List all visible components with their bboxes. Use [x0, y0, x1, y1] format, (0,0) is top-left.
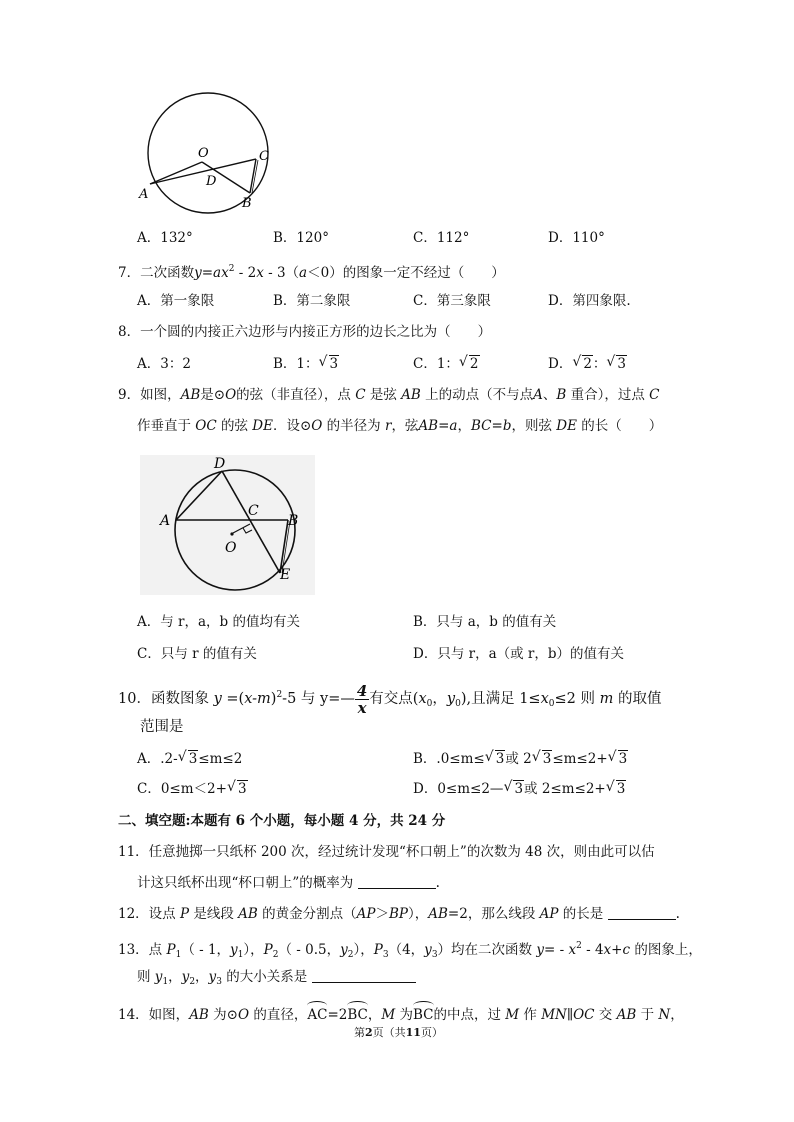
- q7-option-b: B．第二象限: [273, 293, 351, 309]
- label-o2: O: [225, 540, 237, 556]
- q10-stem-line2: 范围是: [140, 719, 184, 735]
- figure-circle-2: [140, 455, 315, 595]
- label-o: O: [198, 146, 209, 161]
- arc-bc: BC: [347, 1007, 368, 1023]
- q8-option-b: B．1：√ 3: [273, 355, 339, 373]
- label-a: A: [139, 187, 149, 202]
- q10-option-c: C．0≤m＜2+√ 3: [137, 780, 248, 798]
- q7-option-d: D．第四象限.: [548, 293, 631, 309]
- label-c2: C: [248, 503, 259, 519]
- page-footer: 第2页（共11页）: [354, 1026, 443, 1039]
- arc-bc-2: BC: [412, 1007, 434, 1023]
- q9-stem-line2: 作垂直于 OC 的弦 DE．设⊙O 的半径为 r，弦AB=a，BC=b，则弦 DE 的长（ ）: [137, 418, 663, 434]
- label-b2: B: [288, 513, 299, 529]
- q8-option-c: C．1：√ 2: [413, 355, 480, 373]
- q6-option-d: D．110°: [548, 230, 605, 246]
- q11-line1: 11．任意抛掷一只纸杯 200 次，经过统计发现“杯口朝上”的次数为 48 次，则由此可以估: [118, 844, 655, 860]
- q9-stem-line1: 9．如图，AB是⊙O的弦（非直径），点 C 是弦 AB 上的动点（不与点A、B 重合），过点 C: [118, 387, 660, 403]
- q10-option-d: D．0≤m≤2—√ 3或 2≤m≤2+√ 3: [413, 780, 626, 798]
- q10-option-a: A．.2-√ 3≤m≤2: [137, 750, 242, 768]
- arc-ac: AC: [307, 1007, 328, 1023]
- q13-stem-line2: 则 $y_1$，$y_2$，$y_3$ 的大小关系是: [137, 968, 416, 991]
- q9-option-d: D．只与 r，a（或 r，b）的值有关: [413, 646, 625, 662]
- q7-option-c: C．第三象限: [413, 293, 491, 309]
- label-e2: E: [280, 567, 291, 583]
- q12-answer-blank[interactable]: [608, 907, 676, 920]
- q12-stem: 12．设点 P 是线段 AB 的黄金分割点（AP＞BP），AB=2，那么线段 AP 的长是 .: [118, 906, 680, 922]
- q7-stem: 7．二次函数$y=ax^2 - 2x - 3(a<0)$的图象一定不经过（ ）: [118, 264, 505, 281]
- q6-option-c: C．112°: [413, 230, 470, 246]
- label-b: B: [242, 196, 252, 211]
- label-c: C: [259, 149, 269, 164]
- section-2-title: 二、填空题:本题有 6 个小题，每小题 4 分，共 24 分: [118, 813, 446, 829]
- q14-stem: 14．如图，AB 为⊙O 的直径，AC=2BC，M 为BC的中点，过 M 作 MN∥OC 交 AB 于 N，: [118, 1007, 684, 1023]
- label-d2: D: [214, 456, 226, 472]
- q10-option-b: B．.0≤m≤√ 3或 2√ 3≤m≤2+√ 3: [413, 750, 628, 768]
- q6-option-b: B．120°: [273, 230, 329, 246]
- q10-fraction: $\frac{4}{x}$: [356, 681, 368, 717]
- q7-option-a: A．第一象限: [137, 293, 215, 309]
- q8-option-d: D．√ 2：√ 3: [548, 355, 627, 373]
- q9-option-a: A．与 r，a，b 的值均有关: [137, 614, 300, 630]
- label-a2: A: [160, 513, 171, 529]
- q10-stem-line1: 10．函数图象 $y =(x-m)^2-5$ 与 y=— $\frac{4}{x}$ 有交点($x_0$，$y_0$),且满足 $1\le x_0\le 2$ 则 m 的取值: [118, 681, 662, 717]
- q9-option-b: B．只与 a，b 的值有关: [413, 614, 557, 630]
- q8-option-a: A．3：2: [137, 356, 191, 372]
- q13-answer-blank[interactable]: [312, 970, 416, 983]
- label-d: D: [206, 174, 217, 189]
- q8-stem: 8．一个圆的内接正六边形与内接正方形的边长之比为（ ）: [118, 324, 492, 340]
- q13-stem-line1: 13．点 $P_1( - 1$，$y_1$），$P_2( - 0.5$，$y_2$），$P_3(4$，$y_3$）均在二次函数 $y= - x^2 - 4x+c$ 的图象上，: [118, 941, 702, 960]
- q11-line2: 计这只纸杯出现“杯口朝上”的概率为 .: [137, 875, 440, 891]
- q11-answer-blank[interactable]: [358, 876, 436, 889]
- q9-option-c: C．只与 r 的值有关: [137, 646, 257, 662]
- q6-option-a: A．132°: [137, 230, 193, 246]
- figure-circle-1: [130, 90, 290, 220]
